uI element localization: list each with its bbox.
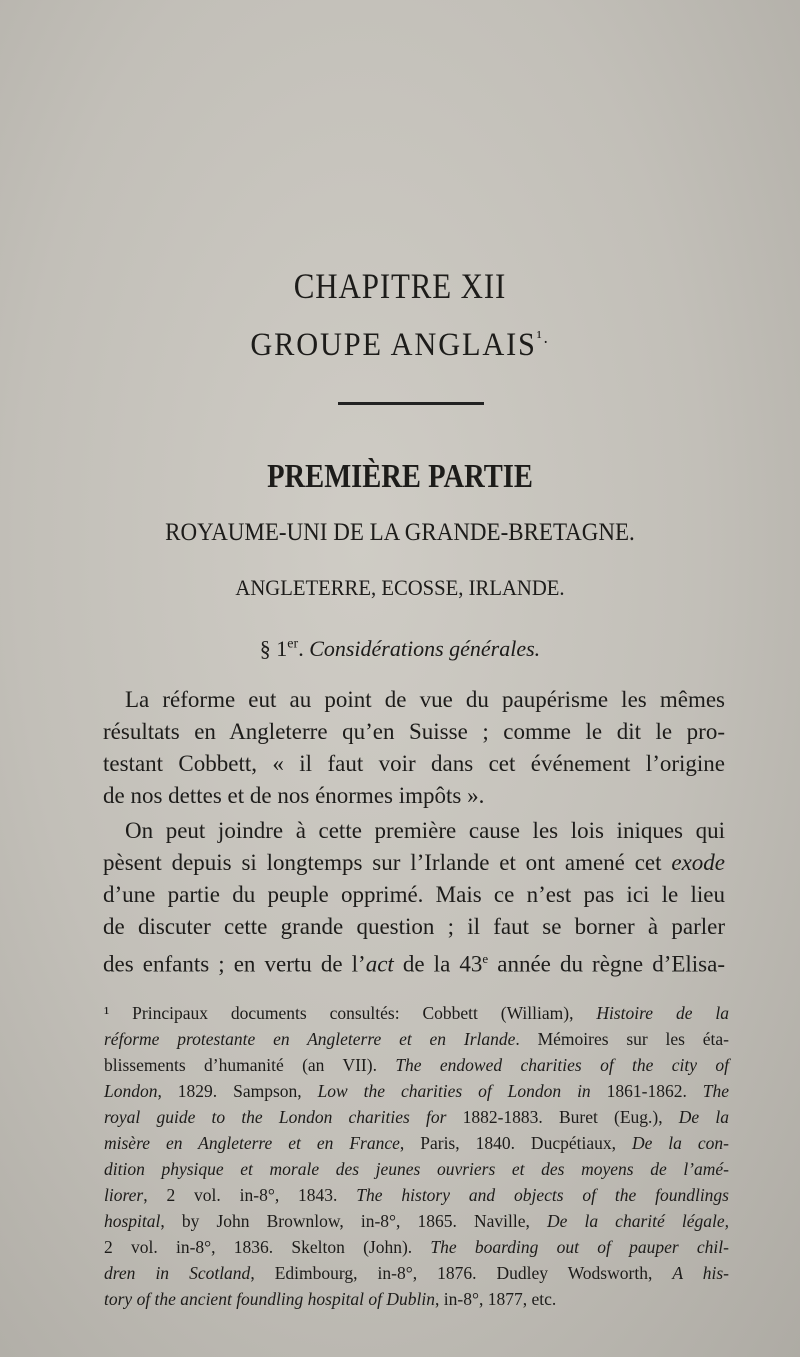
section-sep: . [298, 636, 310, 661]
footnote-text: , in-8°, 1877, etc. [435, 1289, 557, 1309]
footnote-line [104, 1104, 729, 1130]
footnote-line [104, 1078, 729, 1104]
part-title: PREMIÈRE PARTIE [267, 458, 533, 495]
body-italic: exode [671, 850, 725, 875]
footnote-reference: ¹. [536, 327, 550, 347]
footnote-italic: A his- [672, 1263, 729, 1283]
footnote-italic: réforme protestante en Angleterre et en Irlande [104, 1029, 516, 1049]
footnote-text: 1882-1883. Buret (Eug.), [446, 1107, 679, 1127]
body-text: des enfants ; en vertu de l’ [103, 951, 366, 977]
part-subtitle: ROYAUME-UNI DE LA GRANDE-BRETAGNE. [165, 519, 635, 546]
body-italic: act [365, 951, 394, 977]
body-line [103, 849, 725, 877]
footnote-text: 1861-1862. [590, 1081, 703, 1101]
footnote-text: Principaux documents consultés: Cobbett (William), [109, 1003, 597, 1023]
footnote-italic: London [104, 1081, 158, 1101]
footnote-text: , 2 vol. in-8°, 1843. [143, 1185, 357, 1205]
footnote-line [104, 1182, 729, 1208]
countries-heading: ANGLETERRE, ECOSSE, IRLANDE. [235, 575, 565, 600]
body-line [103, 945, 725, 979]
body-line: résultats en Angleterre qu’en Suisse ; comme le dit le pro- [103, 719, 725, 744]
body-text: année du règne d’Elisa- [488, 951, 725, 977]
body-text: pèsent depuis si longtemps sur l’Irlande et ont amené cet [103, 850, 672, 875]
footnote-italic: Histoire de la [596, 1003, 729, 1023]
footnote-italic: dren in Scotland [104, 1263, 251, 1283]
footnote-italic: dition physique et morale des jeunes ouvriers et des moyens de l’amé- [104, 1159, 729, 1179]
footnote-italic: tory of the ancient foundling hospital of Dublin [104, 1289, 436, 1309]
footnote-line [104, 1130, 729, 1156]
footnote-text: 2 vol. in-8°, 1836. Skelton (John). [104, 1237, 431, 1257]
footnote-italic: De la con- [631, 1133, 729, 1153]
footnote-italic: The history and objects of the foundlings [356, 1185, 729, 1205]
footnote-italic: The [702, 1081, 729, 1101]
body-line: de discuter cette grande question ; il faut se borner à parler [103, 914, 725, 939]
footnote-text: , by John Brownlow, in-8°, 1865. Naville, [160, 1211, 547, 1231]
footnote-italic: misère en Angleterre et en France [104, 1133, 400, 1153]
footnote-mark: ¹ [104, 1003, 110, 1023]
body-sup: e [482, 951, 489, 966]
section-number-sup: er [287, 636, 299, 652]
footnote-italic: hospital [104, 1211, 161, 1231]
footnote-line [104, 1026, 729, 1052]
footnote-line [104, 1234, 729, 1260]
footnote-text: blissements d’humanité (an VII). [104, 1055, 396, 1075]
footnote-text: , Edimbourg, in-8°, 1876. Dudley Wodsworth, [250, 1263, 673, 1283]
body-line: On peut joindre à cette première cause les lois iniques qui [125, 818, 725, 843]
footnote-italic: royal guide to the London charities for [104, 1107, 447, 1127]
body-line: de nos dettes et de nos énormes impôts ». [103, 783, 485, 808]
chapter-title: CHAPITRE XII [293, 266, 507, 306]
footnote-italic: De la charité légale, [546, 1211, 729, 1231]
footnote-italic: liorer [104, 1185, 144, 1205]
footnote-text: . Mémoires sur les éta- [515, 1029, 729, 1049]
footnote-italic: The endowed charities of the city of [395, 1055, 730, 1075]
footnote-line [104, 1156, 729, 1182]
footnote-text: , Paris, 1840. Ducpétiaux, [399, 1133, 632, 1153]
group-title [32, 327, 768, 364]
footnote-italic: The boarding out of pauper chil- [430, 1237, 729, 1257]
footnote-line [104, 1208, 729, 1234]
footnote-line [104, 1260, 729, 1286]
footnote-line [104, 1000, 729, 1026]
section-number: § 1 [259, 636, 288, 661]
section-title: Considérations générales. [309, 636, 541, 661]
footnote-line [104, 1052, 729, 1078]
footnote-italic: Low the charities of London in [317, 1081, 591, 1101]
section-heading [0, 636, 800, 662]
group-title-text: GROUPE ANGLAIS [250, 327, 537, 363]
body-line: d’une partie du peuple opprimé. Mais ce n’est pas ici le lieu [103, 882, 725, 907]
footnote-italic: De la [678, 1107, 729, 1127]
body-text: de la 43 [393, 951, 483, 977]
body-line: testant Cobbett, « il faut voir dans cet événement l’origine [103, 751, 725, 776]
footnote-text: , 1829. Sampson, [157, 1081, 318, 1101]
body-line: La réforme eut au point de vue du paupérisme les mêmes [125, 687, 725, 712]
footnote-line [104, 1286, 729, 1312]
horizontal-rule [338, 402, 484, 405]
